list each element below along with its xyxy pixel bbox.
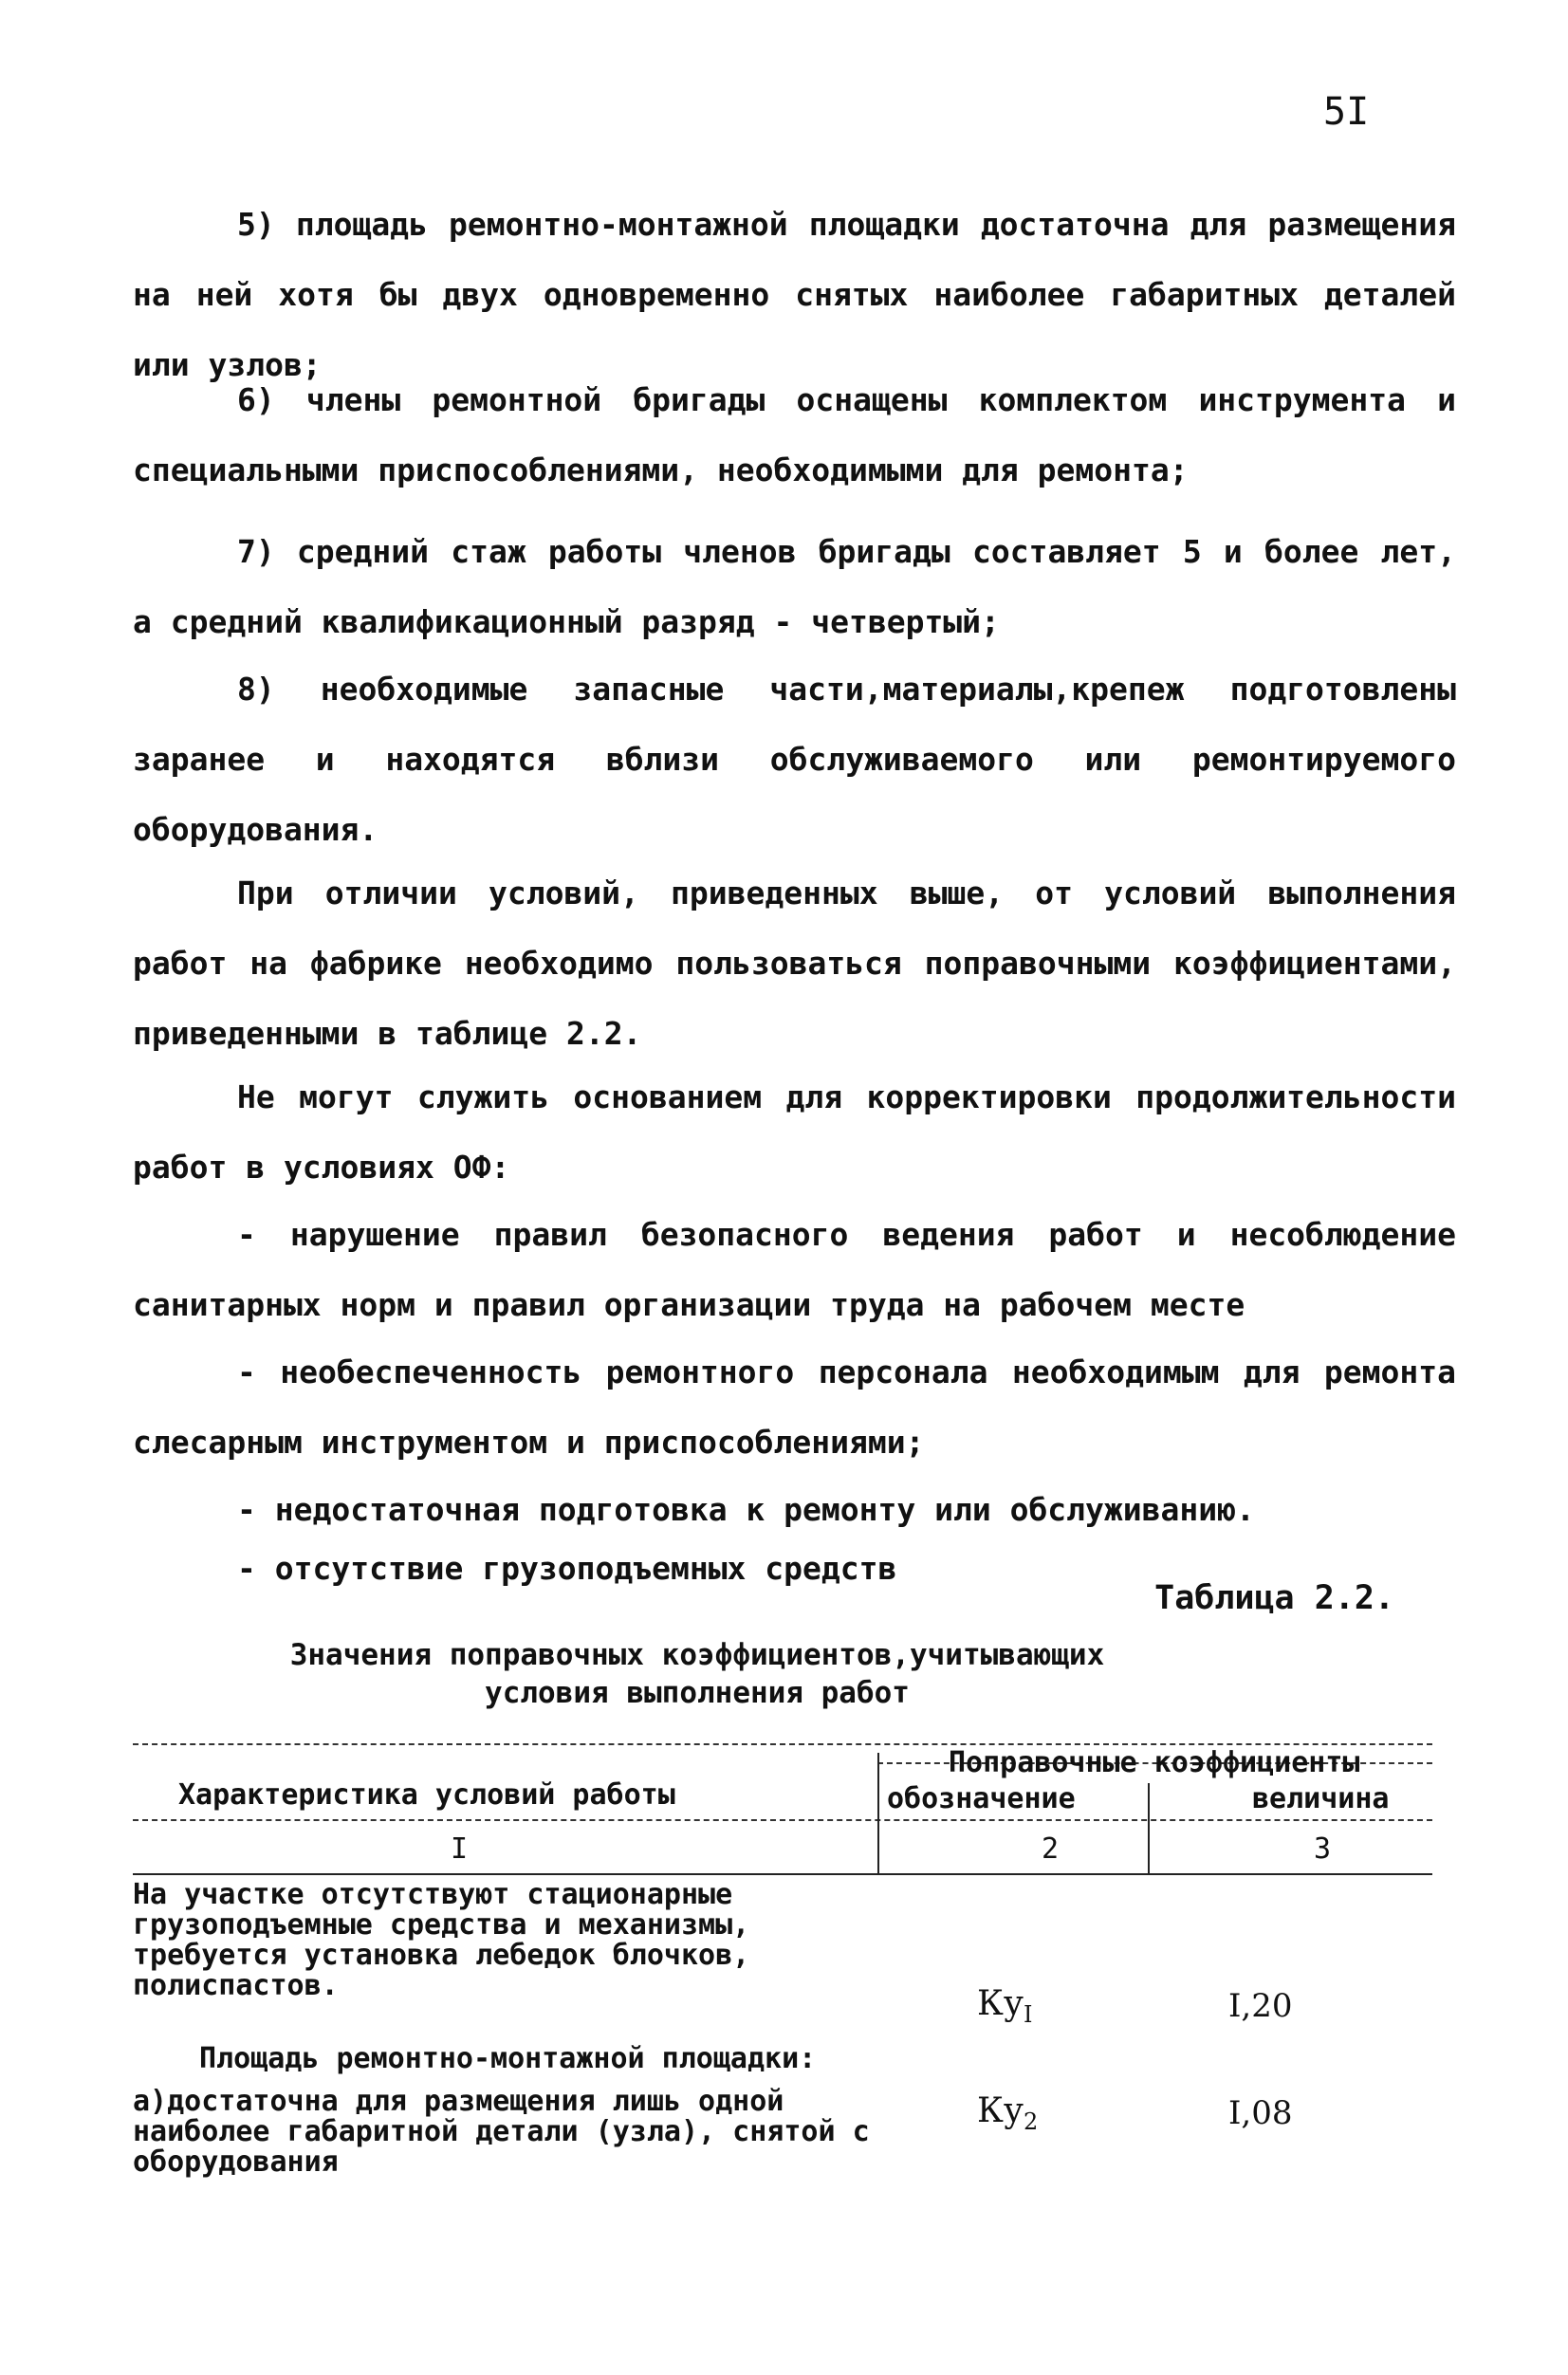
column-number-3: 3 bbox=[1314, 1832, 1332, 1866]
column-number-1: I bbox=[451, 1832, 469, 1866]
column-number-2: 2 bbox=[1042, 1832, 1060, 1866]
row-3-symbol-index: 2 bbox=[1024, 2108, 1039, 2136]
dash-item-preparation: - недостаточная подготовка к ремонту или обслуживанию. bbox=[237, 1491, 1255, 1528]
row-1-characteristic: На участке отсутствуют стационарные грузоподъемные средства и механизмы, требуется установка лебедок блочков, полиспастов. bbox=[133, 1878, 750, 2002]
dash-item-tools: - необеспеченность ремонтного персонала необходимым для ремонта слесарным инструментом и приспособлениями; bbox=[133, 1353, 1456, 1461]
header-characteristic: Характеристика условий работы bbox=[178, 1778, 675, 1812]
column-separator-2 bbox=[1148, 1783, 1150, 1874]
column-separator-1 bbox=[877, 1753, 879, 1874]
header-coefficients: Поправочные коэффициенты bbox=[949, 1746, 1360, 1779]
table-label: Таблица 2.2. bbox=[1154, 1579, 1394, 1617]
header-bottom-rule bbox=[133, 1819, 1432, 1821]
row-1-symbol: $Ку_I$ bbox=[977, 1984, 1033, 2029]
row-3-symbol: $Ку_2$ bbox=[977, 2091, 1039, 2136]
header-value: величина bbox=[1252, 1782, 1390, 1815]
paragraph-item-7: 7) средний стаж работы членов бригады составляет 5 и более лет, а средний квалификационный разряд - четвертый; bbox=[133, 533, 1456, 640]
dash-item-lifting: - отсутствие грузоподъемных средств bbox=[237, 1550, 897, 1587]
paragraph-item-5: 5) площадь ремонтно-монтажной площадки достаточна для размещения на ней хотя бы двух одновременно снятых наиболее габаритных деталей или узлов; bbox=[133, 206, 1456, 383]
row-3-characteristic: а)достаточна для размещения лишь одной наиболее габаритной детали (узла), снятой с оборудования bbox=[133, 2085, 870, 2179]
page-number: 5I bbox=[1323, 90, 1370, 134]
row-1-symbol-index: I bbox=[1024, 2001, 1033, 2029]
table-title-line-1: Значения поправочных коэффициентов,учитывающих bbox=[289, 1638, 1105, 1672]
header-designation: обозначение bbox=[887, 1782, 1076, 1815]
table-title bbox=[194, 1636, 1200, 1712]
paragraph-item-8: 8) необходимые запасные части,материалы,крепеж подготовлены заранее и находятся вблизи обслуживаемого или ремонтируемого оборудования. bbox=[133, 671, 1456, 848]
row-2-characteristic: Площадь ремонтно-монтажной площадки: bbox=[199, 2042, 817, 2075]
table-title-line-2: условия выполнения работ bbox=[485, 1676, 910, 1710]
paragraph-item-6: 6) члены ремонтной бригады оснащены комплектом инструмента и специальными приспособлениями, необходимыми для ремонта; bbox=[133, 381, 1456, 488]
paragraph-conditions: При отличии условий, приведенных выше, от условий выполнения работ на фабрике необходимо пользоваться поправочными коэффициентами, приведенными в таблице 2.2. bbox=[133, 875, 1456, 1052]
row-3-value: I,08 bbox=[1228, 2094, 1293, 2132]
row-1-value: I,20 bbox=[1228, 1987, 1293, 2025]
paragraph-not-grounds: Не могут служить основанием для корректировки продолжительности работ в условиях ОФ: bbox=[133, 1078, 1456, 1186]
table-top-rule bbox=[133, 1743, 1432, 1745]
column-number-rule bbox=[133, 1873, 1432, 1875]
dash-item-safety: - нарушение правил безопасного ведения работ и несоблюдение санитарных норм и правил организации труда на рабочем месте bbox=[133, 1216, 1456, 1323]
